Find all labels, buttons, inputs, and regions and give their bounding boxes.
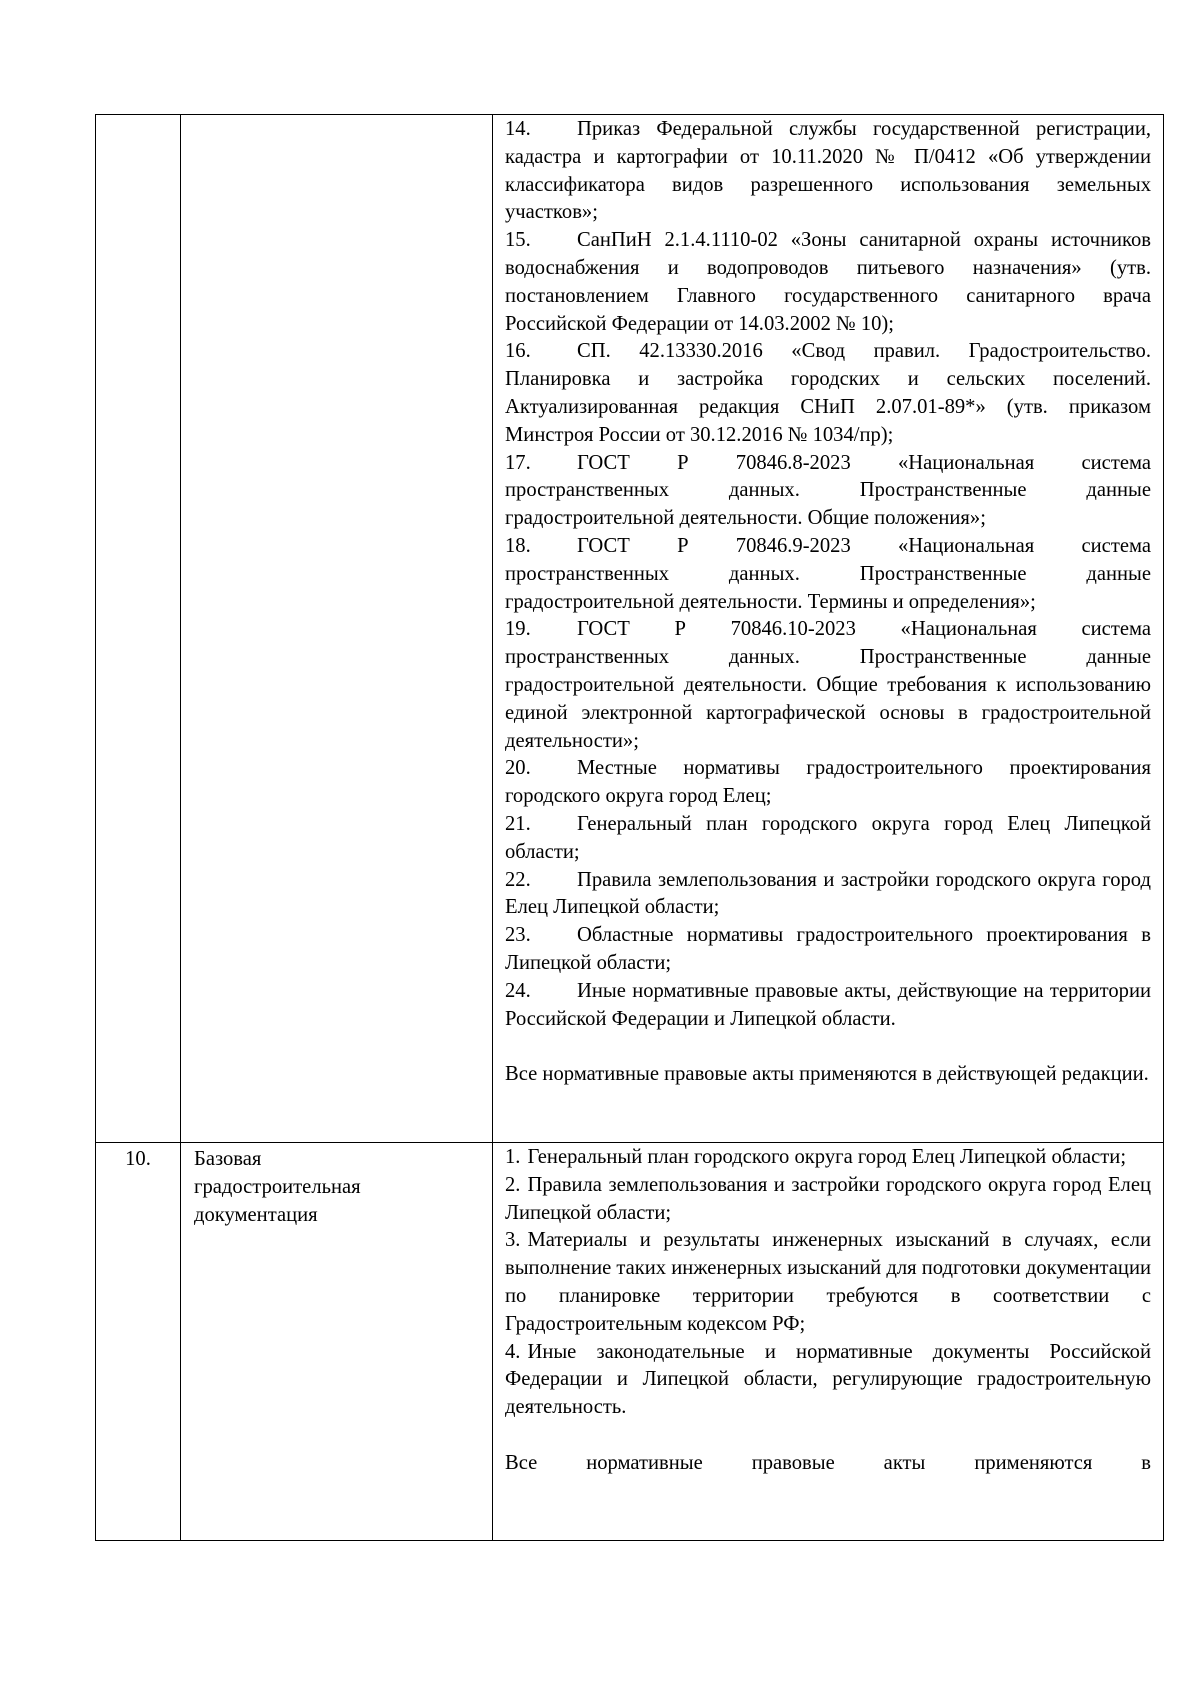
list-item: 17. ГОСТ Р 70846.8-2023 «Национальная система пространственных данных. Пространственные данные градостроительной деятельности. Общие положения»; (505, 451, 1151, 530)
list-item: 24. Иные нормативные правовые акты, действующие на территории Российской Федерации и Липецкой области. (505, 979, 1151, 1030)
list-item: 4. Иные законодательные и нормативные документы Российской Федерации и Липецкой области, регулирующие градостроительную деятельность. (505, 1340, 1151, 1419)
row-name-cell (181, 1143, 493, 1541)
row-content-cell (493, 1143, 1164, 1541)
list-item: 20. Местные нормативы градостроительного проектирования городского округа город Елец; (505, 757, 1151, 808)
applicability-note: Все нормативные правовые акты применяются в (505, 1451, 1151, 1474)
list-item: 14. Приказ Федеральной службы государственной регистрации, кадастра и картографии от 10.11.2020 № П/0412 «Об утверждении классификатора видов разрешенного использования земельных участков»; (505, 118, 1151, 224)
list-item: 18. ГОСТ Р 70846.9-2023 «Национальная система пространственных данных. Пространственные данные градостроительной деятельности. Термины и определения»; (505, 534, 1151, 613)
row-number-cell: 10. (96, 1143, 181, 1541)
list-item: 23. Областные нормативы градостроительного проектирования в Липецкой области; (505, 924, 1151, 974)
row-number-cell (96, 115, 181, 1143)
row-content-cell (493, 115, 1164, 1143)
row-name-line: Базовая (194, 1148, 262, 1170)
row-name-line: документация (194, 1203, 318, 1226)
list-item: 3. Материалы и результаты инженерных изысканий в случаях, если выполнение таких инженерных изысканий для подготовки документации по планировке территории требуются в соответствии с Градостроительным кодексом РФ; (505, 1229, 1151, 1335)
list-item: 15. СанПиН 2.1.4.1110-02 «Зоны санитарной охраны источников водоснабжения и водопроводов питьевого назначения» (утв. постановлением Главного государственного санитарного врача Российской Федерации от 14.03.2002 № 10); (505, 229, 1151, 335)
spacer (505, 1033, 1151, 1061)
list-item: 19. ГОСТ Р 70846.10-2023 «Национальная система пространственных данных. Пространственные данные градостроительной деятельности. Общие требования к использованию единой электронной картографической основы в градостроительной деятельности»; (505, 618, 1151, 752)
list-item: 16. СП. 42.13330.2016 «Свод правил. Градостроительство. Планировка и застройка городских и сельских поселений. Актуализированная редакция СНиП 2.07.01-89*» (утв. приказом Минстроя России от 30.12.2016 № 1034/пр); (505, 340, 1151, 446)
requirements-table (95, 114, 1164, 1541)
row-name-cell (181, 115, 493, 1143)
list-item: 1. Генеральный план городского округа город Елец Липецкой области; (505, 1146, 1127, 1168)
applicability-note: Все нормативные правовые акты применяются в действующей редакции. (505, 1063, 1149, 1086)
list-item: 2. Правила землепользования и застройки городского округа город Елец Липецкой области; (505, 1173, 1151, 1224)
row-name-line: градостроительная (194, 1175, 361, 1198)
list-item: 21. Генеральный план городского округа город Елец Липецкой области; (505, 812, 1151, 863)
table-row (96, 115, 1164, 1143)
spacer (505, 1422, 1151, 1450)
table-row (96, 1143, 1164, 1541)
list-item: 22. Правила землепользования и застройки городского округа город Елец Липецкой области; (505, 868, 1151, 919)
